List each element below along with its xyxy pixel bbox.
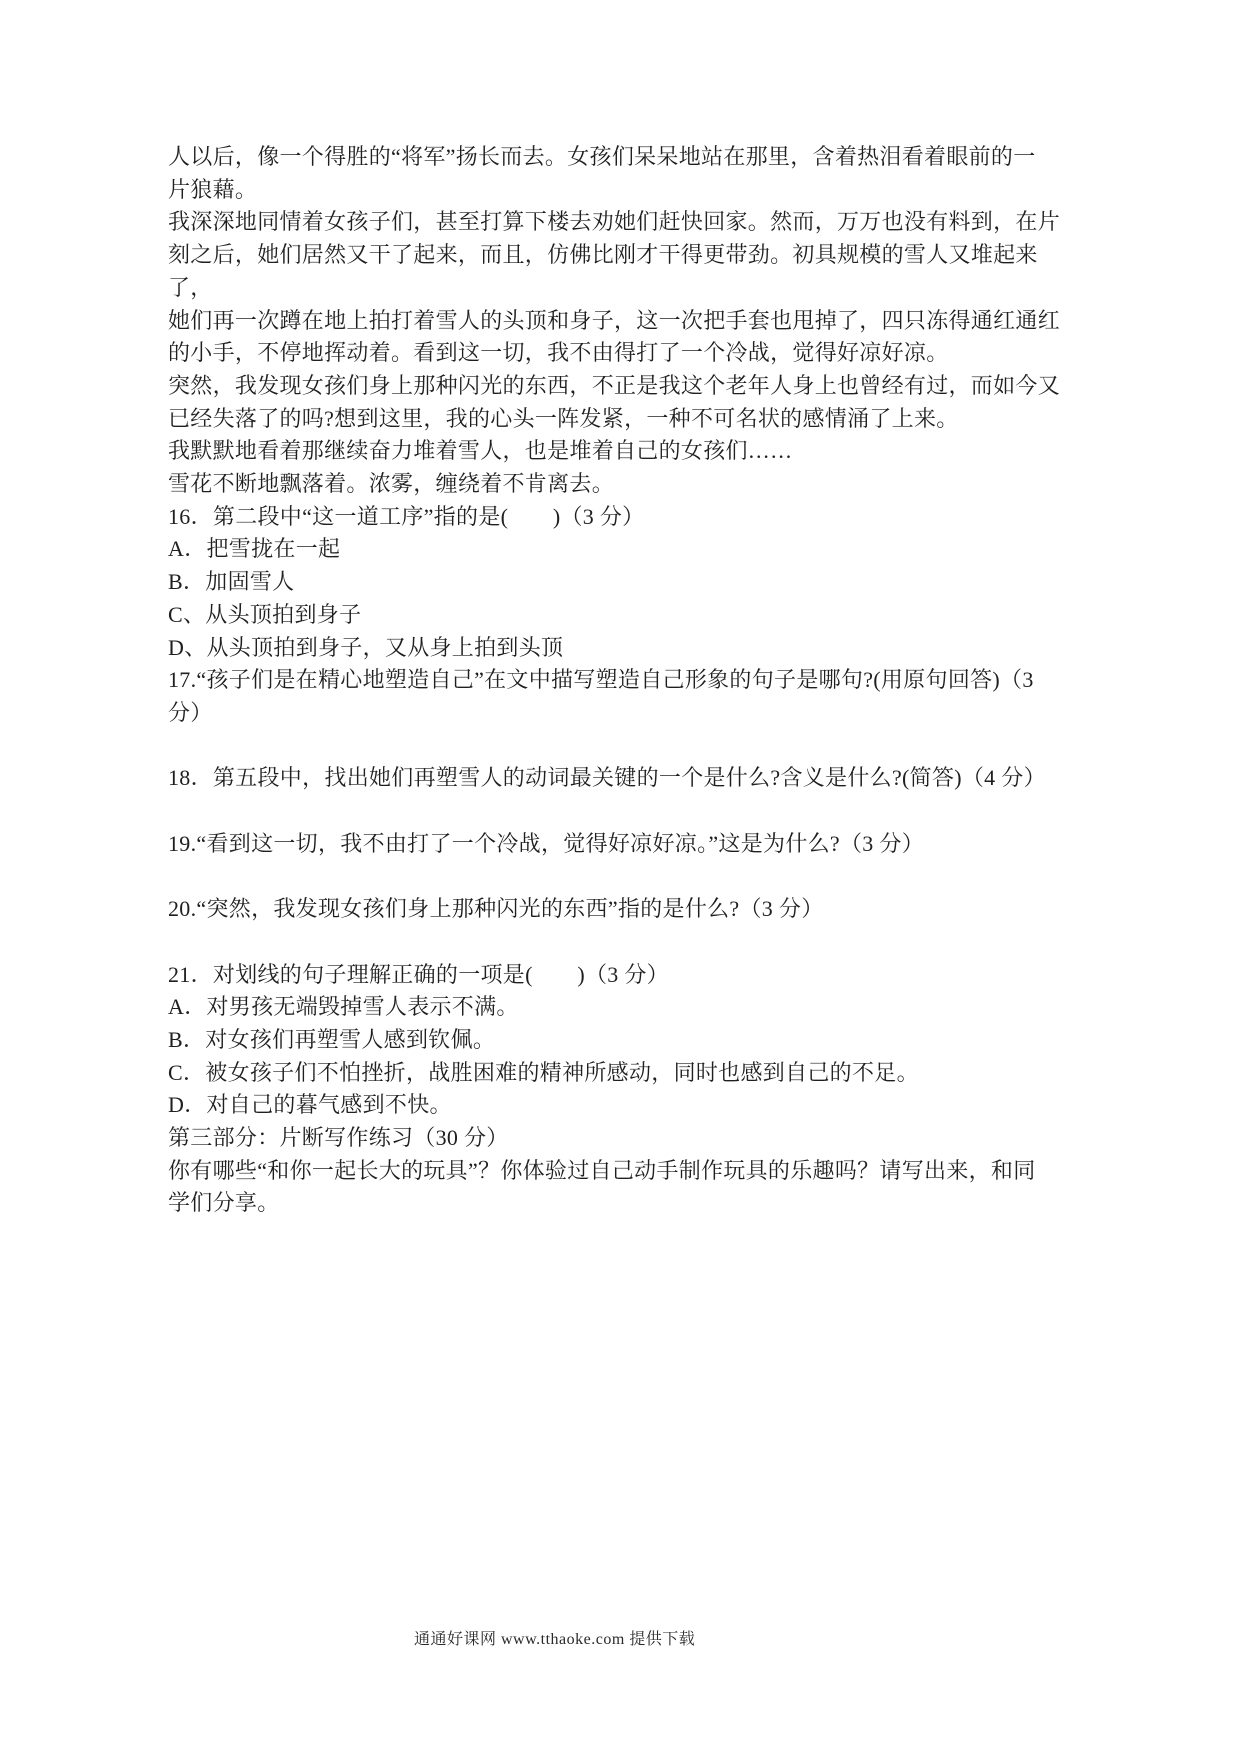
- text-line: 雪花不断地飘落着。浓雾，缠绕着不肯离去。: [168, 471, 615, 497]
- blank-line: [168, 860, 1076, 893]
- question-16-option-b: B．加固雪人: [168, 569, 295, 595]
- text-line: 我默默地看着那继续奋力堆着雪人，也是堆着自己的女孩们……: [168, 438, 793, 464]
- question-21-option-d: D．对自己的暮气感到不快。: [168, 1092, 452, 1118]
- text-line: 刻之后，她们居然又干了起来，而且，仿佛比刚才干得更带劲。初具规模的雪人又堆起来了，: [168, 242, 1038, 300]
- text-line: 的小手，不停地挥动着。看到这一切，我不由得打了一个冷战，觉得好凉好凉。: [168, 340, 949, 366]
- text-line: 她们再一次蹲在地上拍打着雪人的头顶和身子，这一次把手套也甩掉了，四只冻得通红通红: [168, 307, 1061, 333]
- question-17: 17.“孩子们是在精心地塑造自己”在文中描写塑造自己形象的句子是哪句?(用原句回答)（3: [168, 667, 1034, 693]
- section-three-heading: 第三部分：片断写作练习（30 分）: [168, 1125, 509, 1151]
- text-line: 片狼藉。: [168, 176, 258, 202]
- question-16-option-a: A．把雪拢在一起: [168, 536, 341, 562]
- blank-line: [168, 795, 1076, 828]
- question-21-option-c: C．被女孩子们不怕挫折，战胜困难的精神所感动，同时也感到自己的不足。: [168, 1059, 919, 1085]
- writing-prompt: 你有哪些“和你一起长大的玩具”？你体验过自己动手制作玩具的乐趣吗？请写出来，和同: [168, 1157, 1036, 1183]
- exam-text-block: [168, 141, 1076, 1220]
- question-16-option-d: D、从头顶拍到身子，又从身上拍到头顶: [168, 634, 564, 660]
- question-21-option-b: B．对女孩们再塑雪人感到钦佩。: [168, 1026, 496, 1052]
- question-17-continued: 分）: [168, 699, 213, 725]
- question-16-option-c: C、从头顶拍到身子: [168, 601, 362, 627]
- question-21: 21．对划线的句子理解正确的一项是( )（3 分）: [168, 961, 669, 987]
- question-19: 19.“看到这一切，我不由打了一个冷战，觉得好凉好凉。”这是为什么?（3 分）: [168, 830, 924, 856]
- text-line: 突然，我发现女孩们身上那种闪光的东西，不正是我这个老年人身上也曾经有过，而如今又: [168, 372, 1061, 398]
- question-20: 20.“突然，我发现女孩们身上那种闪光的东西”指的是什么?（3 分）: [168, 896, 824, 922]
- footer-watermark: 通通好课网 www.tthaoke.com 提供下载: [414, 1631, 696, 1648]
- text-line: 我深深地同情着女孩子们，甚至打算下楼去劝她们赶快回家。然而，万万也没有料到，在片: [168, 209, 1061, 235]
- writing-prompt-continued: 学们分享。: [168, 1190, 280, 1216]
- question-18: 18．第五段中，找出她们再塑雪人的动词最关键的一个是什么?含义是什么?(简答)（4 分）: [168, 765, 1046, 791]
- text-line: 人以后，像一个得胜的“将军”扬长而去。女孩们呆呆地站在那里，含着热泪看着眼前的一: [168, 144, 1036, 169]
- question-21-option-a: A．对男孩无端毁掉雪人表示不满。: [168, 994, 519, 1020]
- blank-line: [168, 730, 1076, 763]
- text-line: 已经失落了的吗?想到这里，我的心头一阵发紧，一种不可名状的感情涌了上来。: [168, 405, 959, 431]
- blank-line: [168, 926, 1076, 959]
- question-16: 16．第二段中“这一道工序”指的是( )（3 分）: [168, 503, 645, 529]
